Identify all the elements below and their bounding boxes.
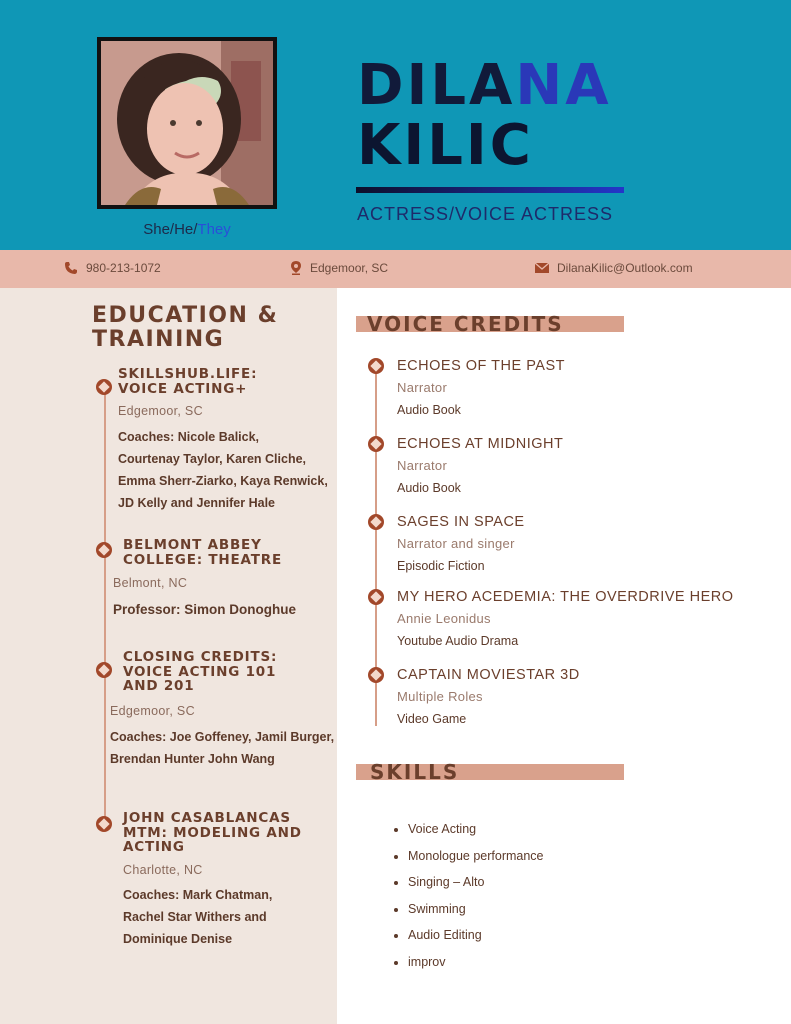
pronouns: She/He/They [143,221,231,238]
profile-photo [97,37,277,209]
skill-item: • improv [408,955,544,982]
education-item-title: CLOSING CREDITS: VOICE ACTING 101 AND 201 [123,649,278,694]
education-item-title: BELMONT ABBEY COLLEGE: THEATRE [123,537,282,568]
credit-medium: Episodic Fiction [397,559,485,573]
location-contact [290,261,388,275]
education-item-title: JOHN CASABLANCAS MTM: MODELING AND ACTING [123,810,302,855]
voice-credits-heading: VOICE CREDITS [367,312,564,336]
phone-number: 980-213-1072 [86,261,161,275]
phone-icon [64,261,78,275]
skills-list [392,822,544,981]
timeline-node [368,589,384,605]
timeline-node [368,358,384,374]
timeline-node [96,542,112,558]
timeline-node [368,667,384,683]
credit-role: Annie Leonidus [397,611,491,626]
credit-medium: Youtube Audio Drama [397,634,519,648]
education-item-coaches: Coaches: Mark Chatman, Rachel Star Withers and Dominique Denise [123,888,273,946]
timeline-node [368,514,384,530]
email-contact[interactable] [535,261,693,275]
skill-item: • Voice Acting [408,822,544,849]
skill-item: • Audio Editing [408,928,544,955]
education-item-coaches: Professor: Simon Donoghue [113,602,297,617]
email-address: DilanaKilic@Outlook.com [557,261,693,275]
education-heading: EDUCATION & TRAINING [92,303,279,352]
education-item-location: Edgemoor, SC [110,704,195,718]
education-timeline [104,388,106,824]
education-item-location: Charlotte, NC [123,863,203,877]
name-underline [356,187,624,193]
phone-contact[interactable] [64,261,161,275]
contact-bar [0,250,791,288]
name-heading [357,53,612,178]
education-item-location: Belmont, NC [113,576,188,590]
skills-heading: SKILLS [370,760,460,784]
mail-icon [535,263,549,273]
credit-title: MY HERO ACEDEMIA: THE OVERDRIVE HERO [397,589,734,605]
timeline-node [368,436,384,452]
skill-item: • Monologue performance [408,849,544,876]
credit-title: ECHOES AT MIDNIGHT [397,436,564,452]
first-name: DILANA [357,53,612,118]
skill-item: • Swimming [408,902,544,929]
credit-role: Multiple Roles [397,689,483,704]
education-item-title: SKILLSHUB.LIFE: VOICE ACTING+ [118,366,258,397]
credit-medium: Audio Book [397,481,461,495]
credit-title: SAGES IN SPACE [397,514,525,530]
job-title: ACTRESS/VOICE ACTRESS [357,204,614,224]
credit-role: Narrator and singer [397,536,515,551]
education-item-coaches: Coaches: Joe Goffeney, Jamil Burger, Brendan Hunter John Wang [110,730,335,766]
credit-title: CAPTAIN MOVIESTAR 3D [397,667,580,683]
credit-role: Narrator [397,380,448,395]
education-item-location: Edgemoor, SC [118,404,203,418]
credit-role: Narrator [397,458,448,473]
last-name: KILIC [357,113,534,178]
location-pin-icon [290,261,302,275]
timeline-node [96,816,112,832]
timeline-node [96,379,112,395]
timeline-node [96,662,112,678]
credit-title: ECHOES OF THE PAST [397,358,565,374]
credit-medium: Video Game [397,712,467,726]
education-item-coaches: Coaches: Nicole Balick, Courtenay Taylor, Karen Cliche, Emma Sherr-Ziarko, Kaya Renwick, JD Kelly and Jennifer Hale [118,430,328,510]
credit-medium: Audio Book [397,403,461,417]
skill-item: • Singing – Alto [408,875,544,902]
location-text: Edgemoor, SC [310,261,389,275]
